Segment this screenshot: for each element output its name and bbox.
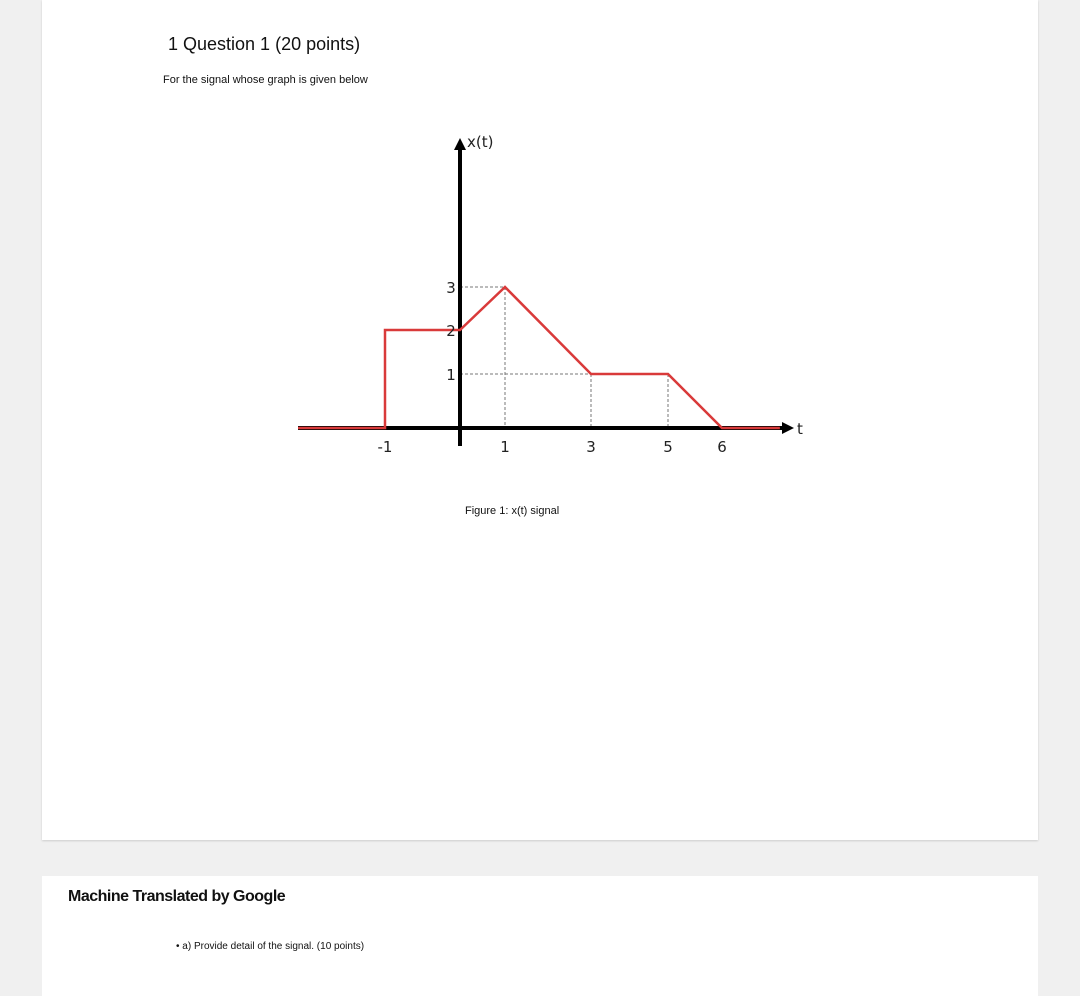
question-item-a: • a) Provide detail of the signal. (10 points) [176, 941, 365, 952]
question-description: For the signal whose graph is given below [163, 74, 368, 86]
machine-translated-banner: Machine Translated by Google [68, 888, 286, 905]
x-axis-label: t [797, 420, 803, 438]
y-axis-label: x(t) [467, 133, 494, 151]
translation-card [42, 876, 1038, 996]
y-tick-label: 1 [446, 366, 456, 384]
y-tick-label: 2 [446, 322, 456, 340]
x-tick-label: -1 [377, 438, 393, 456]
question-title: 1 Question 1 (20 points) [168, 34, 361, 54]
figure-caption: Figure 1: x(t) signal [465, 505, 560, 517]
x-tick-label: 6 [717, 438, 727, 456]
y-axis-arrow [454, 138, 466, 150]
x-axis-arrow [782, 422, 794, 434]
x-tick-label: 5 [663, 438, 673, 456]
signal-line [298, 287, 780, 428]
x-tick-label: 1 [500, 438, 510, 456]
y-tick-label: 3 [446, 279, 456, 297]
x-tick-label: 3 [586, 438, 596, 456]
